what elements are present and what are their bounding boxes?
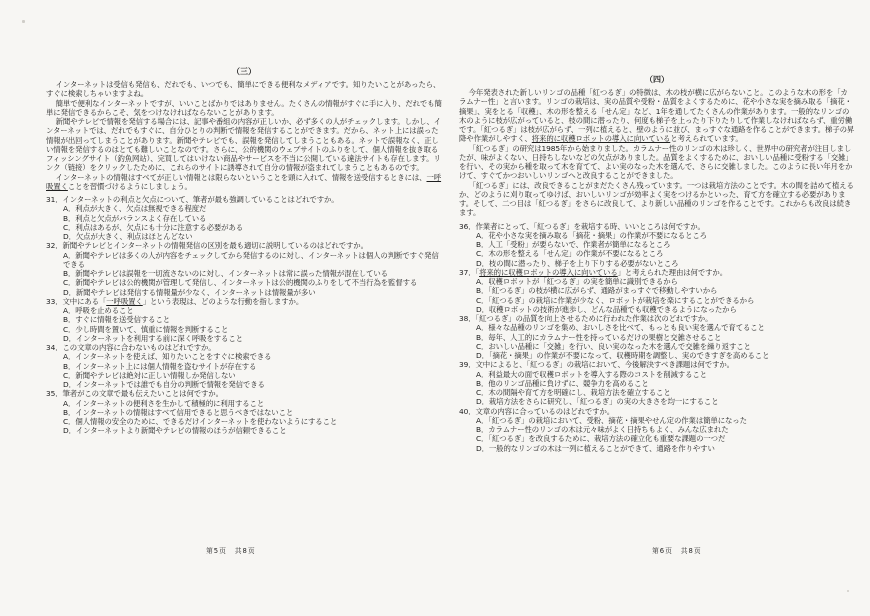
answer-option: A．利点が大きく、欠点は無視できる程度だ <box>63 204 207 214</box>
section-title-4: （四） <box>645 75 669 84</box>
answer-option: D．欠点が大きく、利点はほとんどない <box>63 232 193 241</box>
passage-paragraph: 簡単で便利なインターネットですが、いいことばかりではありません。たくさんの情報がすぐに手に入り、だれでも簡単に発信できるからこそ、気をつけなければならないことがあります。 <box>46 98 442 117</box>
answer-option: B．インターネットの情報はすべて信用できると思うべきではないこと <box>63 407 294 417</box>
page-number-right: 第6页 共8页 <box>652 547 702 555</box>
question-stem: 34．この文章の内容に合わないものはどれですか。 <box>46 343 216 352</box>
question-block <box>46 389 442 435</box>
question-stem: 35．筆者がこの文章で最も伝えたいことは何ですか。 <box>46 389 223 399</box>
scan-speck <box>847 590 849 592</box>
answer-option: A．花や小さな実を摘み取る「摘花・摘果」の作業が不要になるところ <box>476 230 707 240</box>
answer-option: C．「紅つるぎ」を改良するために、栽培方法の確立化も重要な課題の一つだ <box>476 434 726 444</box>
answer-option: D．収穫ロボットの技術が進歩し、どんな品種でも収穫できるようになったから <box>476 304 737 314</box>
answer-option: D．インターネットを利用する前に深く呼吸をすること <box>63 333 243 343</box>
answer-option: B．インターネット上には個人情報を盗むサイトが存在する <box>63 361 257 371</box>
answer-option: B．新聞やテレビは誤報を一切流さないのに対し、インターネットは常に誤った情報が混在している <box>63 269 388 278</box>
answer-option: A．新聞やテレビは多くの人が内容をチェックしてから発信するのに対し、インターネットは個人の判断ですぐ発信できる <box>63 250 439 269</box>
scan-speck <box>22 20 25 23</box>
answer-option: A．収穫ロボットが「紅つるぎ」の実を簡単に識別できるから <box>476 277 678 286</box>
question-block <box>46 297 442 343</box>
answer-option: C．「紅つるぎ」の栽培に作業が少なく、ロボットが栽培を楽にすることができるから <box>476 295 755 305</box>
question-block <box>46 241 442 297</box>
answer-option: A．様々な品種のリンゴを集め、おいしさを比べて、もっとも良い実を選んで育てること <box>476 323 765 333</box>
question-stem: 36．作業者にとって、「紅つるぎ」を栽培する時、いいところは何ですか。 <box>459 221 705 231</box>
question-stem: 40．文章の内容に合っているのはどれですか。 <box>459 406 615 416</box>
answer-option: B．カラムナー性のリンゴの木は元々味がよく日持ちもよく、みんな広まれた <box>476 425 729 434</box>
answer-option: C．個人情報の安全のために、できるだけインターネットを使わないようにすること <box>63 417 338 426</box>
answer-option: B．すぐに情報を送受信すること <box>63 315 171 325</box>
answer-option: D．一般的なリンゴの木は一列に植えることができて、通路を作りやすい <box>476 443 715 453</box>
passage-3 <box>46 80 442 191</box>
question-stem: 31．インターネットの利点と欠点について、筆者が最も強調していることはどれですか。 <box>46 195 339 204</box>
answer-option: B．他のリンゴ品種に負けずに、競争力を高めること <box>476 378 649 388</box>
right-page <box>459 66 855 614</box>
question-stem: 37．「将来的に収穫ロボットの導入に向いている」と考えられた理由は何ですか。 <box>459 267 727 277</box>
answer-option: D．インターネットでは誰でも自分の判断で情報を発信できる <box>63 380 265 389</box>
answer-option: A．呼吸を止めること <box>63 306 134 315</box>
answer-option: D．新聞やテレビは発信する情報量が少なく、インターネットは情報量が多い <box>63 287 316 297</box>
question-block <box>459 222 855 268</box>
answer-option: A．インターネットの便利さを生かして積極的に利用すること <box>63 398 265 408</box>
section-title-3: （三） <box>232 67 256 76</box>
answer-option: A．「紅つるぎ」の栽培において、受粉、摘花・摘果やせん定の作業は簡単になった <box>476 415 747 425</box>
question-block <box>46 195 442 241</box>
answer-option: A．利益最大の面で収穫ロボットを導入する際のコストを削減すること <box>476 369 707 379</box>
question-block <box>459 407 855 453</box>
passage-paragraph: 今年発表された新しいリンゴの品種「紅つるぎ」の特徴は、木の枝が横に広がらないこと。このような木の形を「カラムナー性」と言います。リンゴの栽培は、実の品質や受粉・品質をよくするために、花や小さな実を摘み取る「摘花・摘果」、実をとる「収穫」、木の形を整える「せん定」など、1年を通してたくさんの作業があります。一般的なリンゴの木のように枝が広がっていると、枝の間に潜ったり、何度も梯子を上ったり下りたりして作業しなければならず、重労働です。「紅つるぎ」は枝が広がらず、一列に植えると、壁のように並び、まっすぐな通路を作ることができます。梯子の昇降や作業がしやすく、将来的に収穫ロボットの導入に向いていると考えられています。 <box>459 88 855 144</box>
left-page <box>46 58 442 606</box>
answer-option: B．利点と欠点がバランスよく存在している <box>63 213 207 223</box>
passage-4 <box>459 88 855 218</box>
question-stem: 38．「紅つるぎ」の品質を向上させるために行われた作業は次のどれですか。 <box>459 314 713 323</box>
answer-option: A．インターネットを使えば、知りたいことをすぐに検索できる <box>63 352 272 362</box>
question-block <box>46 343 442 389</box>
answer-option: B．「紅つるぎ」の枝が横に広がらず、通路がまっすぐで移動しやすいから <box>476 286 718 296</box>
answer-option: C．新聞やテレビは絶対に正しい情報しか発信しない <box>63 370 236 380</box>
answer-option: C．木の間隔や育て方を明確にし、栽培方法を確立すること <box>476 388 671 397</box>
answer-option: B．毎年、人工的にカラムナー性を持っているだけの果樹と交雑させること <box>476 332 722 342</box>
question-stem: 33．文中にある「一呼吸置く」という表現は、どのような行動を指しますか。 <box>46 296 304 306</box>
question-stem: 32．新聞やテレビとインターネットの情報発信の区別を最も適切に説明しているのはどれですか。 <box>46 241 368 251</box>
page-number-left: 第5页 共8页 <box>206 547 256 555</box>
answer-option: C．利点はあるが、欠点にも十分に注意する必要がある <box>63 222 244 232</box>
question-block <box>459 314 855 360</box>
answer-option: B．人工「受粉」が要らないで、作業者が簡単になるところ <box>476 240 671 249</box>
answer-option: C．木の形を整える「せん定」の作業が不要になるところ <box>476 249 664 259</box>
question-block <box>459 360 855 406</box>
question-stem: 39．文中によると、「紅つるぎ」の栽培において、今後解決すべき課題は何ですか。 <box>459 360 734 370</box>
passage-paragraph: 新聞やテレビで情報を発信する場合には、記事や番組の内容が正しいか、必ず多くの人がチェックします。しかし、インターネットでは、だれでもすぐに、自分ひとりの判断で情報を発信することができます。だから、ネット上には誤った情報が出回ってしまうことがあります。新聞やテレビでも、誤報を発信してしまうこともある。ネットで誤報なく、正しい情報を発信するのはとても難しいことなのです。さらに、公的機関のウェブサイトのふりをして、個人情報を抜き取るフィッシングサイト（釣魚网站）、完買してはいけない商品やサービスを不当に公開している違法サイトも存在します。リンク（链接）をクリックしたために、これらのサイトに誘導されて自分の情報が盗まれてしまうこともあるのです。 <box>46 117 442 173</box>
answer-option: D．「摘花・摘果」の作業が不要になって、収穫時期を調整し、実のできすぎを高めること <box>476 351 770 360</box>
answer-option: D．枝の間に潜ったり、梯子を上り下りする必要がないところ <box>476 258 679 268</box>
answer-option: D．インターネットより新聞やテレビの情報のほうが信頼できること <box>63 426 287 436</box>
answer-option: C．おいしい品種に「交雑」を行い、良い実のなった木を選んで交雑を繰り返すこと <box>476 341 751 351</box>
answer-option: C．少し時間を置いて、慎重に情報を判断すること <box>63 324 229 334</box>
answer-option: D．栽培方法をさらに研究し、「紅つるぎ」の実の大きさを均一にすること <box>476 397 719 407</box>
answer-option: C．新聞やテレビは公的機関が管理して発信し、インターネットは公的機関のふりをして不当行為を監督する <box>63 278 418 288</box>
passage-paragraph: 「紅つるぎ」には、改良できることがまだたくさん残っています。一つは栽培方法のことです。木の間を詰めて植えるか、どのように刈り取ってゆけば、おいしいリンゴが効率よく実をつけるかといった、育て方を確立する必要があります。そして、二つ目は「紅つるぎ」をさらに改良して、より新しい品種のリンゴを作ることです。これからも改良は続きます。 <box>459 180 854 218</box>
question-block <box>459 268 855 314</box>
passage-paragraph: インターネットは受信も発信も、だれでも、いつでも、簡単にできる便利なメディアです。知りたいことがあったら、すぐに検索しちゃいますよね。 <box>46 80 441 99</box>
passage-paragraph: インターネットの情報はすべてが正しい情報とは限らないということを頭に入れて、情報を送受信するときには、一呼吸置くことを習慣づけるようにしましょう。 <box>46 172 442 191</box>
passage-paragraph: 「紅つるぎ」の研究は1985年から始まりました。カラムナー性のリンゴの木は珍しく、世界中の研究者が注目しましたが、味がよくない、日持ちしないなどの欠点がありました。品質をよくするために、おいしい品種に受粉する「交雑」を行い、その実から種を取って木を育てて、よい実のなった木を選んで、さらに交雑しました。このように長い年月をかけて、すぐてかつおいしいリンゴへと改良することができました。 <box>459 143 853 181</box>
